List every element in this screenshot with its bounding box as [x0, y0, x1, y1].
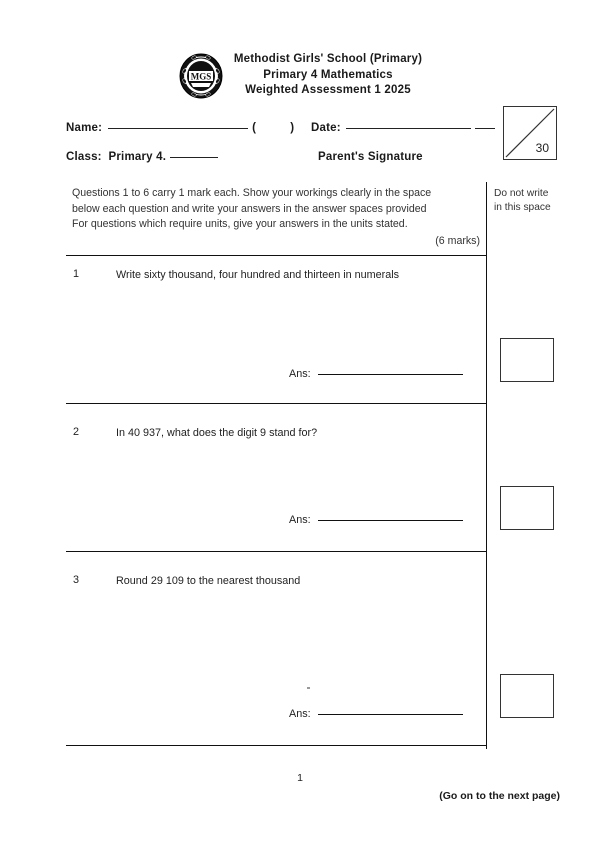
class-field-row: [66, 151, 218, 163]
question-3-text: Round 29 109 to the nearest thousand: [116, 575, 301, 587]
class-label: Class:: [66, 151, 102, 163]
section-rule-top: [66, 255, 486, 256]
question-2-answer-label: Ans:: [289, 514, 311, 526]
question-2-answer-input[interactable]: [318, 520, 463, 521]
question-1-answer-row: [289, 368, 463, 380]
question-1-mark-box[interactable]: [500, 338, 554, 382]
class-input[interactable]: [170, 157, 218, 158]
index-close-paren: ): [290, 122, 295, 134]
page-number: 1: [297, 772, 303, 784]
name-label: Name:: [66, 122, 103, 134]
question-3-number: 3: [73, 574, 80, 586]
date-input[interactable]: [346, 128, 471, 129]
question-rule-3: [66, 745, 486, 746]
level-subject: Primary 4 Mathematics: [263, 68, 393, 81]
instructions-block: [72, 186, 480, 249]
question-1-answer-input[interactable]: [318, 374, 463, 375]
instruction-line-1: Questions 1 to 6 carry 1 mark each. Show your workings clearly in the space: [72, 187, 432, 199]
class-value: Primary 4.: [108, 151, 167, 163]
instruction-line-2: below each question and write your answers in the answer spaces provided: [72, 202, 427, 215]
question-1-answer-label: Ans:: [289, 368, 311, 380]
parent-signature-label: [318, 151, 423, 163]
index-open-paren: (: [252, 122, 257, 134]
school-crest-icon: [178, 52, 224, 100]
date-field-row: [311, 122, 495, 134]
marking-column-divider: [486, 182, 487, 749]
name-input[interactable]: [108, 128, 248, 129]
question-rule-1: [66, 403, 486, 404]
name-field-row: [66, 122, 294, 134]
question-rule-2: [66, 551, 486, 552]
total-marks-box[interactable]: [503, 106, 557, 160]
assessment-title: Weighted Assessment 1 2025: [245, 84, 411, 96]
question-1-text: Write sixty thousand, four hundred and thirteen in numerals: [116, 269, 400, 281]
instruction-marks-note: (6 marks): [435, 234, 480, 247]
instruction-line-3: For questions which require units, give your answers in the units stated.: [72, 218, 408, 231]
parent-signature-text: Parent's Signature: [318, 151, 423, 163]
question-3-answer-input[interactable]: [318, 714, 463, 715]
total-marks-value: 30: [535, 141, 549, 155]
scan-artifact-speck: [307, 687, 310, 689]
date-label: Date:: [311, 122, 341, 134]
document-header: [0, 52, 600, 100]
question-2-answer-row: [289, 514, 463, 526]
do-not-write-notice: [494, 187, 588, 214]
question-1-number: 1: [73, 268, 80, 280]
do-not-write-line-1: Do not write: [494, 188, 549, 199]
question-3-mark-box[interactable]: [500, 674, 554, 718]
svg-text:MGS: MGS: [190, 71, 212, 82]
question-3-answer-row: [289, 708, 463, 720]
date-input-extra[interactable]: [475, 128, 495, 129]
school-name: Methodist Girls' School (Primary): [233, 53, 423, 65]
question-2-text: In 40 937, what does the digit 9 stand for?: [116, 427, 318, 439]
question-2-number: 2: [73, 426, 80, 438]
header-title-lines: [234, 52, 422, 99]
continuation-note: (Go on to the next page): [439, 790, 560, 802]
question-2-mark-box[interactable]: [500, 486, 554, 530]
question-3-answer-label: Ans:: [289, 708, 311, 720]
do-not-write-line-2: in this space: [494, 201, 551, 213]
